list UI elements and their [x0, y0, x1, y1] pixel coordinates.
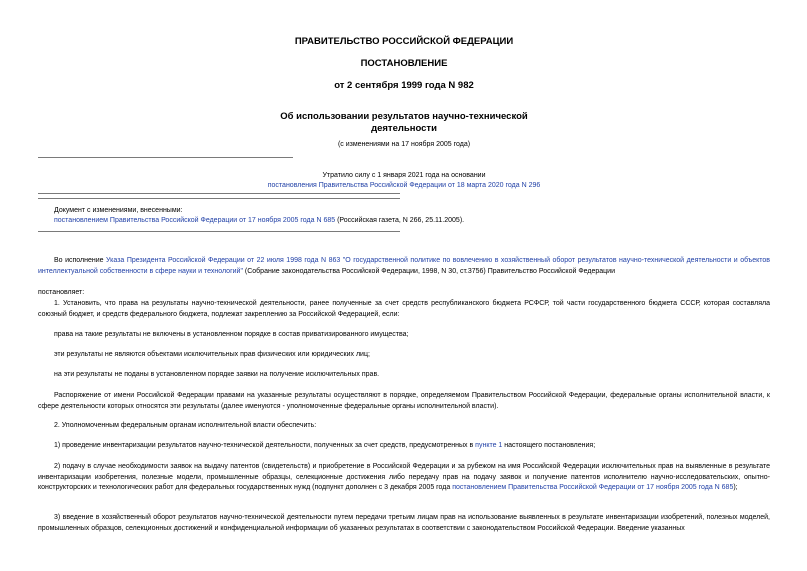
divider: [38, 193, 400, 194]
document-type: ПОСТАНОВЛЕНИЕ: [360, 58, 448, 69]
decides-paragraph: постановляет:: [38, 289, 85, 296]
repeal-decree-link[interactable]: постановления Правительства Российской Федерации от 18 марта 2020 года N 296: [267, 182, 541, 189]
issuing-authority: ПРАВИТЕЛЬСТВО РОССИЙСКОЙ ФЕДЕРАЦИИ: [294, 36, 514, 47]
preamble-text-end: (Собрание законодательства Российской Федерации, 1998, N 30, ст.3756) Правительство Российской Федерации: [242, 267, 615, 275]
preamble-paragraph: [38, 256, 770, 277]
paragraph-2-1-end: настоящего постановления;: [502, 442, 596, 449]
amendments-line: [54, 216, 770, 226]
paragraph-2-2: [38, 462, 770, 494]
divider: [38, 198, 400, 199]
paragraph-1c: на эти результаты не поданы в установленном порядке заявки на получение исключительных прав.: [54, 371, 380, 378]
amendment-decree-link[interactable]: постановлением Правительства Российской Федерации от 17 ноября 2005 года N 685: [54, 217, 336, 224]
document-title-line-2: деятельности: [371, 123, 437, 134]
paragraph-2-3: 3) введение в хозяйственный оборот результатов научно-технической деятельности путем передачи третьим лицам прав на использование выявленных в результате инвентаризации изобретений, полезных моделей, промышленных образцов, селекционных достижений и конфиденциальной информации об указанных результатах в соответствии с законодательством Российской Федерации. Введение указанных: [38, 514, 770, 532]
document-title-line-1: Об использовании результатов научно-технической: [280, 111, 528, 122]
paragraph-1d: Распоряжение от имени Российской Федерации правами на указанные результаты осуществляют в порядке, определяемом Правительством Российской Федерации, федеральные органы исполнительной власти, к сфере деятельности которых относятся эти результаты (далее именуются - уполномоченные федеральные органы исполнительной власти).: [38, 392, 770, 410]
amendment-2005-link[interactable]: постановлением Правительства Российской Федерации от 17 ноября 2005 года N 685: [452, 484, 734, 491]
amendments-block: [54, 206, 770, 226]
paragraph-2-1-text: 1) проведение инвентаризации результатов научно-технической деятельности, полученных за счет средств, предусмотренных в: [54, 442, 476, 449]
amendments-intro: Документ с изменениями, внесенными:: [54, 207, 183, 214]
paragraph-1b: эти результаты не являются объектами исключительных прав физических или юридических лиц;: [54, 351, 370, 358]
paragraph-1a: права на такие результаты не включены в установленном порядке в состав приватизированного имущества;: [54, 331, 409, 338]
document-page: [38, 0, 770, 571]
status-block: [38, 171, 770, 191]
status-text: Утратило силу с 1 января 2021 года на основании: [322, 172, 486, 179]
document-date-number: от 2 сентября 1999 года N 982: [334, 80, 474, 91]
paragraph-2-2-text: 2) подачу в случае необходимости заявок на выдачу патентов (свидетельств) и приобретение в Российской Федерации и за рубежом на имя Российской Федерации исключительных прав на выявленные в результате инвентаризации изобретения, полезные модели, промышленные образцы, селекционные достижения либо передачу прав на подачу заявок и получение патентов исполнителю научно-исследовательских, опытно-конструкторских и технологических работ для федеральных государственных нужд (подпункт дополнен с 3 декабря 2005 года: [38, 463, 770, 491]
presidential-decree-link[interactable]: Указа Президента Российской Федерации от 22 июля 1998 года N 863 "О государственной политике по вовлечению в хозяйственный оборот результатов научно-технической деятельности и объектов интеллектуальной собственности в сфере науки и технологий": [38, 257, 771, 275]
paragraph-2: 2. Уполномоченным федеральным органам исполнительной власти обеспечить:: [54, 422, 317, 429]
changes-note: (с изменениями на 17 ноября 2005 года): [337, 141, 471, 148]
paragraph-2-1: [38, 441, 770, 452]
document-title: [38, 111, 770, 135]
clause-1-link[interactable]: пункте 1: [475, 442, 503, 449]
divider: [38, 157, 293, 158]
amendment-source: (Российская газета, N 266, 25.11.2005).: [335, 217, 465, 224]
preamble-text: Во исполнение: [54, 257, 107, 264]
divider: [38, 231, 400, 232]
paragraph-1: 1. Установить, что права на результаты научно-технической деятельности, ранее полученные за счет средств республиканского бюджета РСФСР, той части государственного бюджета СССР, которая составляла союзный бюджет, и средств федерального бюджета, подлежат закреплению за Российской Федерацией, если:: [38, 300, 770, 318]
paragraph-2-2-end: );: [733, 484, 738, 491]
